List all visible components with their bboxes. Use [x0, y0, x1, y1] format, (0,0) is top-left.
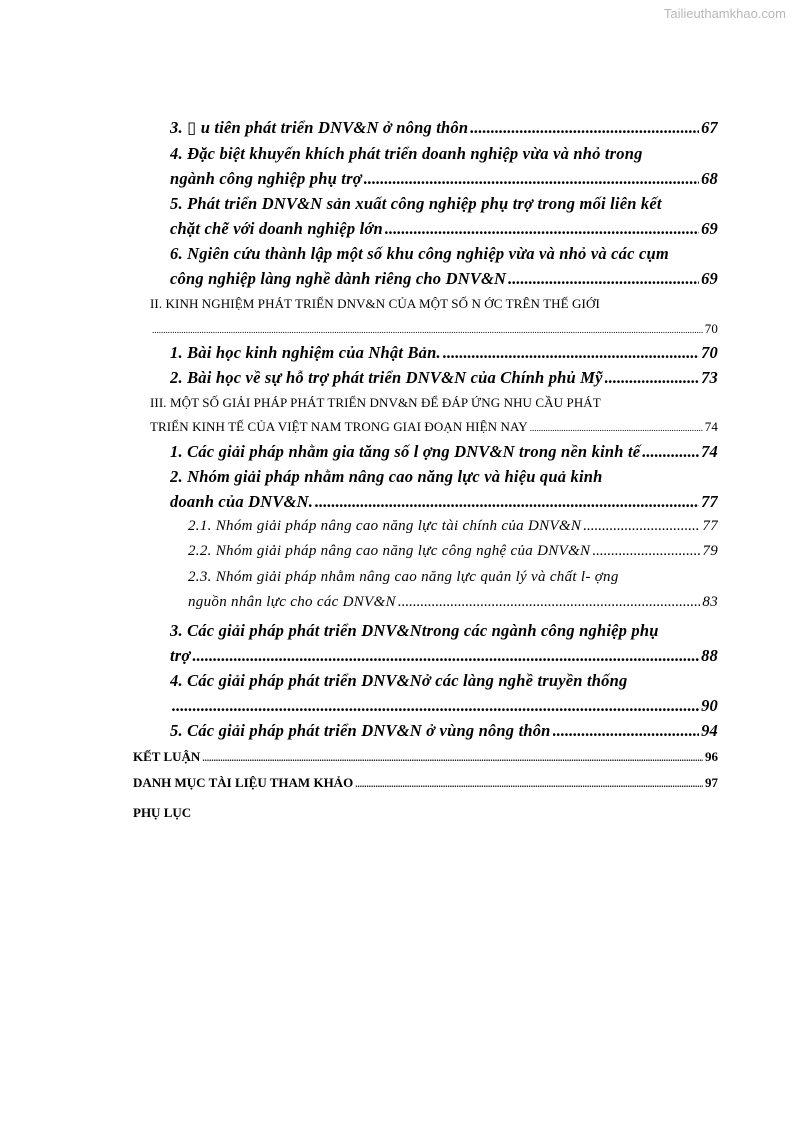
toc-entry-title: PHỤ LỤC	[133, 805, 192, 820]
toc-page-number: 70	[704, 321, 718, 336]
toc-entry[interactable]	[170, 467, 603, 487]
toc-entry[interactable]	[170, 671, 627, 691]
toc-entry-title: 5. Phát triển DNV&N sản xuất công nghiệp phụ trợ trong mối liên kết	[170, 194, 662, 213]
toc-entry-title: chặt chẽ với doanh nghiệp lớn	[170, 219, 383, 238]
toc-entry-title: KẾT LUẬN	[133, 749, 201, 764]
toc-top-entry[interactable]	[133, 749, 718, 765]
toc-entry-title: 3. Các giải pháp phát triển DNV&Ntrong các ngành công nghiệp phụ	[170, 621, 659, 640]
toc-leader	[508, 269, 699, 289]
toc-page-number: 77	[702, 518, 718, 534]
toc-entry[interactable]	[170, 621, 659, 641]
toc-leader	[583, 518, 700, 535]
toc-entry[interactable]	[170, 492, 718, 512]
watermark: Tailieuthamkhao.com	[663, 6, 786, 21]
toc-leader	[470, 118, 699, 138]
toc-entry-title: 1. Bài học kinh nghiệm của Nhật Bản.	[170, 343, 441, 362]
toc-entry-title: 2. Bài học về sự hỗ trợ phát triển DNV&N của Chính phủ Mỹ	[170, 368, 603, 387]
toc-entry[interactable]	[170, 368, 718, 388]
toc-entry-title: 3. ▯ u tiên phát triển DNV&N ở nông thôn	[170, 118, 469, 137]
toc-entry-title: II. KINH NGHIỆM PHÁT TRIỂN DNV&N CỦA MỘT SỐ N ỚC TRÊN THẾ GIỚI	[150, 296, 600, 311]
toc-entry[interactable]	[170, 343, 718, 363]
toc-page-number: 70	[701, 343, 718, 362]
toc-entry-title: TRIỂN KINH TẾ CỦA VIỆT NAM TRONG GIAI ĐOẠN HIỆN NAY	[150, 419, 528, 434]
toc-entry-title: doanh của DNV&N.	[170, 492, 314, 511]
toc-leader	[443, 343, 699, 363]
toc-entry-title: 2.2. Nhóm giải pháp nâng cao năng lực công nghệ của DNV&N	[188, 543, 591, 559]
toc-leader	[192, 646, 699, 666]
toc-entry[interactable]	[170, 442, 718, 462]
toc-leader	[605, 368, 699, 388]
toc-entry[interactable]	[170, 244, 669, 264]
toc-leader	[202, 753, 703, 763]
toc-entry[interactable]	[170, 696, 718, 716]
toc-page-number: 83	[702, 594, 718, 610]
toc-entry-title: nguồn nhân lực cho các DNV&N	[188, 594, 396, 610]
toc-page-number: 69	[701, 269, 718, 288]
toc-page-number: 90	[701, 696, 718, 715]
toc-page-number: 68	[701, 169, 718, 188]
toc-page-number: 73	[701, 368, 718, 387]
toc-entry-title: ngành công nghiệp phụ trợ	[170, 169, 362, 188]
toc-page-number: 94	[701, 721, 718, 740]
toc-entry[interactable]	[188, 518, 718, 535]
toc-entry-title: công nghiệp làng nghề dành riêng cho DNV&N	[170, 269, 507, 288]
toc-entry[interactable]	[170, 118, 718, 138]
toc-entry[interactable]	[150, 321, 718, 337]
toc-entry-title: 1. Các giải pháp nhằm gia tăng số l ợng DNV&N trong nền kinh tế	[170, 442, 641, 461]
toc-page-number: 88	[701, 646, 718, 665]
toc-top-entry[interactable]	[133, 805, 191, 821]
toc-page-number: 74	[701, 442, 718, 461]
toc-entry-title: 2.1. Nhóm giải pháp nâng cao năng lực tài chính của DNV&N	[188, 518, 582, 534]
toc-entry[interactable]	[170, 646, 718, 666]
toc-entry-title: 5. Các giải pháp phát triển DNV&N ở vùng nông thôn	[170, 721, 551, 740]
toc-page-number: 79	[702, 543, 718, 559]
toc-entry[interactable]	[170, 144, 643, 164]
toc-top-entry[interactable]	[133, 775, 718, 791]
toc-entry-title: 2. Nhóm giải pháp nhằm nâng cao năng lực và hiệu quả kinh	[170, 467, 603, 486]
toc-entry-title: III. MỘT SỐ GIẢI PHÁP PHÁT TRIỂN DNV&N ĐỂ ĐÁP ỨNG NHU CẦU PHÁT	[150, 395, 601, 410]
toc-page-number: 74	[704, 419, 718, 434]
toc-entry[interactable]	[170, 194, 662, 214]
toc-page-number: 69	[701, 219, 718, 238]
toc-page-number: 77	[701, 492, 718, 511]
toc-entry[interactable]	[188, 594, 718, 611]
toc-page-number: 67	[701, 118, 718, 137]
toc-entry[interactable]	[170, 219, 718, 239]
toc-leader	[172, 696, 699, 716]
toc-section-heading[interactable]	[150, 296, 600, 312]
toc-page-number: 96	[705, 749, 718, 764]
toc-entry-title: 6. Ngiên cứu thành lập một số khu công nghiệp vừa và nhỏ và các cụm	[170, 244, 669, 263]
toc-leader	[530, 423, 703, 433]
toc-leader	[592, 543, 700, 560]
toc-leader	[553, 721, 700, 741]
toc-entry-title: DANH MỤC TÀI LIỆU THAM KHẢO	[133, 775, 354, 790]
toc-leader	[315, 492, 699, 512]
toc-entry[interactable]	[170, 169, 718, 189]
toc-entry[interactable]	[188, 569, 619, 586]
toc-entry-title: 2.3. Nhóm giải pháp nhằm nâng cao năng lực quản lý và chất l- ợng	[188, 569, 619, 585]
toc-entry[interactable]	[188, 543, 718, 560]
toc-section-heading[interactable]	[150, 395, 601, 411]
toc-leader	[642, 442, 699, 462]
toc-leader	[385, 219, 699, 239]
toc-entry[interactable]	[170, 721, 718, 741]
toc-entry-title: 4. Đặc biệt khuyến khích phát triển doanh nghiệp vừa và nhỏ trong	[170, 144, 643, 163]
toc-entry[interactable]	[170, 269, 718, 289]
toc-leader	[355, 779, 703, 789]
toc-leader	[398, 594, 701, 611]
toc-page-number: 97	[705, 775, 718, 790]
toc-entry-title: 4. Các giải pháp phát triển DNV&Nở các làng nghề truyền thống	[170, 671, 628, 690]
toc-leader	[364, 169, 699, 189]
toc-leader	[152, 325, 703, 335]
toc-entry[interactable]	[150, 419, 718, 435]
toc-entry-title: trợ	[170, 646, 191, 665]
